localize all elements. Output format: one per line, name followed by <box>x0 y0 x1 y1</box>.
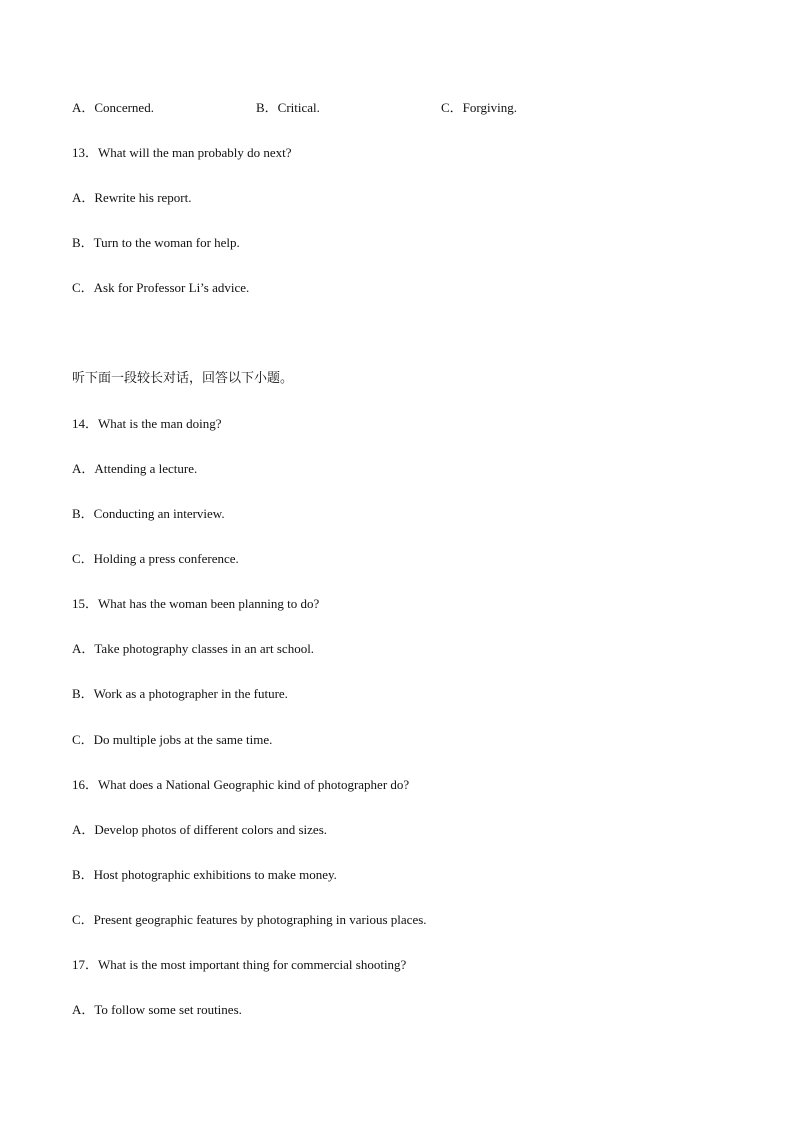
q15-option-b: B．Work as a photographer in the future. <box>72 686 288 701</box>
q14-question: 14．What is the man doing? <box>72 416 222 431</box>
q13-option-a: A．Rewrite his report. <box>72 190 192 205</box>
q15-option-c: C．Do multiple jobs at the same time. <box>72 732 273 747</box>
option-text: Concerned. <box>94 100 154 115</box>
q15-question: 15．What has the woman been planning to do? <box>72 596 320 611</box>
q12-option-c <box>441 100 517 116</box>
q13-option-b: B．Turn to the woman for help. <box>72 235 240 250</box>
q16-option-b: B．Host photographic exhibitions to make money. <box>72 867 337 882</box>
q12-option-a <box>72 100 154 116</box>
option-letter: C． <box>441 100 463 115</box>
q15-option-a: A．Take photography classes in an art school. <box>72 641 315 656</box>
q16-question: 16．What does a National Geographic kind of photographer do? <box>72 777 410 792</box>
q14-option-a: A．Attending a lecture. <box>72 461 198 476</box>
q17-question: 17．What is the most important thing for commercial shooting? <box>72 957 407 972</box>
section-instruction: 听下面一段较长对话，回答以下小题。 <box>72 371 294 386</box>
q13-question: 13．What will the man probably do next? <box>72 145 292 160</box>
q12-option-b <box>256 100 320 116</box>
q14-option-c: C．Holding a press conference. <box>72 551 239 566</box>
q17-option-a: A．To follow some set routines. <box>72 1002 242 1017</box>
option-text: Critical. <box>277 100 320 115</box>
q13-option-c: C．Ask for Professor Li’s advice. <box>72 280 250 295</box>
q16-option-c: C．Present geographic features by photographing in various places. <box>72 912 427 927</box>
option-letter: B． <box>256 100 278 115</box>
q14-option-b: B．Conducting an interview. <box>72 506 225 521</box>
option-text: Forgiving. <box>462 100 517 115</box>
option-letter: A． <box>72 100 95 115</box>
q16-option-a: A．Develop photos of different colors and sizes. <box>72 822 328 837</box>
